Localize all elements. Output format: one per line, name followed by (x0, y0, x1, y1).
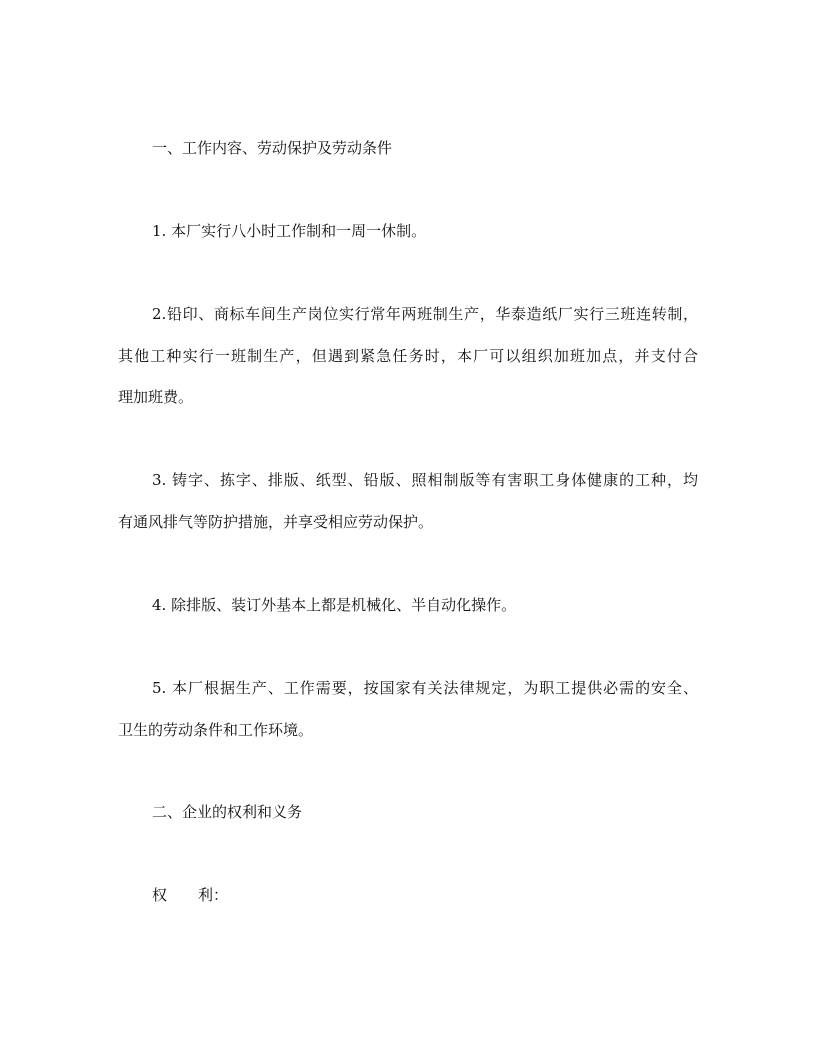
item-3-line-2: 有通风排气等防护措施，并享受相应劳动保护。 (118, 513, 434, 531)
item-3-line-1: 3. 铸字、拣字、排版、纸型、铅版、照相制版等有害职工身体健康的工种，均 (152, 471, 698, 489)
item-5-line-2: 卫生的劳动条件和工作环境。 (118, 721, 314, 739)
item-5-line-1: 5. 本厂根据生产、工作需要，按国家有关法律规定，为职工提供必需的安全、 (152, 679, 698, 697)
rights-label-char-2: 利： (198, 886, 229, 904)
section-1-heading: 一、工作内容、劳动保护及劳动条件 (152, 139, 393, 157)
section-2-heading: 二、企业的权利和义务 (152, 803, 303, 821)
item-2-line-2: 其他工种实行一班制生产，但遇到紧急任务时，本厂可以组织加班加点，并支付合 (118, 347, 698, 365)
item-4-text: 4. 除排版、装订外基本上都是机械化、半自动化操作。 (152, 596, 517, 614)
item-2-line-1: 2.铅印、商标车间生产岗位实行常年两班制生产，华泰造纸厂实行三班连转制， (152, 305, 698, 323)
item-1-text: 1. 本厂实行八小时工作制和一周一休制。 (152, 222, 427, 240)
rights-label-char-1: 权 (152, 886, 168, 904)
item-2-line-3: 理加班费。 (118, 388, 194, 406)
